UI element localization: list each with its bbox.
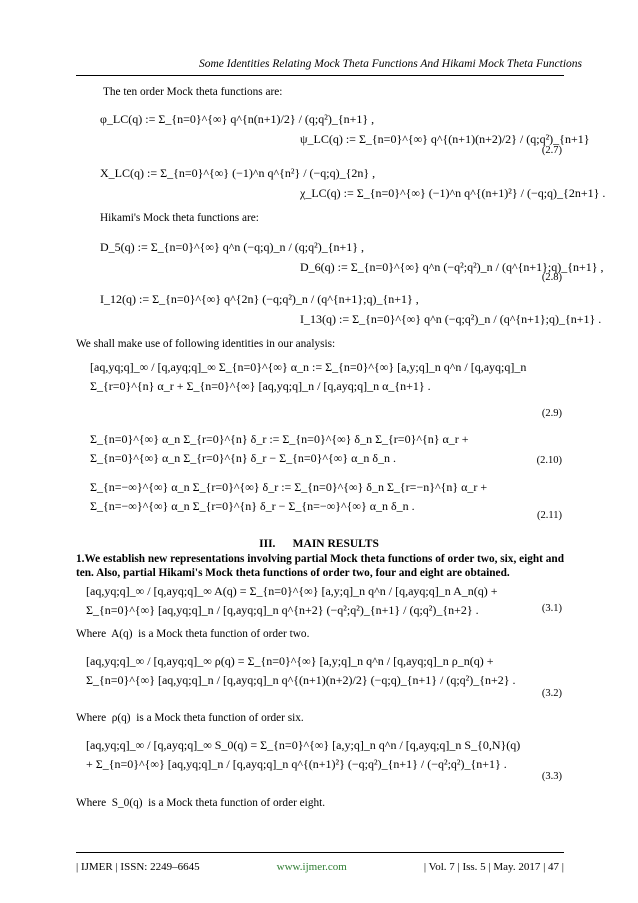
equation-number-3-2: (3.2) bbox=[541, 688, 562, 699]
equation-number-2-7: (2.7) bbox=[541, 145, 562, 156]
where-3-1: Where A(q) is a Mock theta function of order two. bbox=[76, 628, 310, 640]
section-heading: III. MAIN RESULTS bbox=[259, 538, 379, 550]
where-3-3: Where S_0(q) is a Mock theta function of order eight. bbox=[76, 797, 326, 809]
equation-2-11: Σ_{n=−∞}^{∞} α_n Σ_{r=0}^{∞} δ_r := Σ_{n=0}^{∞} δ_n Σ_{r=−n}^{n} α_r + Σ_{n=−∞}^{∞} α_n Σ_{r=0}^{n} δ_r − Σ_{n=−∞}^{∞} α_n δ_n . bbox=[90, 480, 488, 513]
equation-number-2-11: (2.11) bbox=[537, 510, 562, 521]
footer-issue: | Vol. 7 | Iss. 5 | May. 2017 | 47 | bbox=[423, 861, 564, 873]
footer-url-link[interactable]: www.ijmer.com bbox=[276, 861, 347, 873]
equation-number-2-10: (2.10) bbox=[536, 455, 562, 466]
equation-number-2-9: (2.9) bbox=[541, 408, 562, 419]
equation-i13: I_13(q) := Σ_{n=0}^{∞} q^n (−q;q²)_n / (q^{n+1};q)_{n+1} . bbox=[300, 312, 602, 326]
equation-i12: I_12(q) := Σ_{n=0}^{∞} q^{2n} (−q;q²)_n / (q^{n+1};q)_{n+1} , bbox=[100, 292, 419, 306]
equation-chi-lc: χ_LC(q) := Σ_{n=0}^{∞} (−1)^n q^{(n+1)²} / (−q;q)_{2n+1} . bbox=[300, 186, 606, 200]
equation-2-10: Σ_{n=0}^{∞} α_n Σ_{r=0}^{n} δ_r := Σ_{n=0}^{∞} δ_n Σ_{r=0}^{n} α_r + Σ_{n=0}^{∞} α_n Σ_{r=0}^{n} δ_r − Σ_{n=0}^{∞} α_n δ_n . bbox=[90, 432, 469, 465]
footer bbox=[76, 861, 564, 873]
where-3-2: Where ρ(q) is a Mock theta function of order six. bbox=[76, 712, 304, 724]
results-intro: 1.We establish new representations involving partial Mock theta functions of order two, six, eight and ten. Also, partial Hikami's Mock theta functions of order two, four and eight are obtained. bbox=[76, 553, 564, 579]
equation-3-1: [aq,yq;q]_∞ / [q,ayq;q]_∞ A(q) = Σ_{n=0}^{∞} [a,y;q]_n q^n / [q,ayq;q]_n A_n(q) + Σ_{n=0}^{∞} [aq,yq;q]_n / [q,ayq;q]_n q^{n+2} (−q²;q²)_{n+1} / (q;q²)_{n+2} . bbox=[86, 584, 498, 617]
equation-x-lc: X_LC(q) := Σ_{n=0}^{∞} (−1)^n q^{n²} / (−q;q)_{2n} , bbox=[100, 166, 376, 180]
intro-mock-ten: The ten order Mock theta functions are: bbox=[103, 86, 283, 98]
equation-number-3-3: (3.3) bbox=[541, 771, 562, 782]
footer-rule bbox=[76, 852, 564, 853]
equation-2-9: [aq,yq;q]_∞ / [q,ayq;q]_∞ Σ_{n=0}^{∞} α_n := Σ_{n=0}^{∞} [a,y;q]_n q^n / [q,ayq;q]_n Σ_{r=0}^{n} α_r + Σ_{n=0}^{∞} [aq,yq;q]_n / [q,ayq;q]_n α_{n+1} . bbox=[90, 360, 527, 393]
equation-psi-lc: ψ_LC(q) := Σ_{n=0}^{∞} q^{(n+1)(n+2)/2} / (q;q²)_{n+1} bbox=[300, 132, 590, 146]
footer-journal: | IJMER | ISSN: 2249–6645 bbox=[76, 861, 200, 873]
header-rule bbox=[76, 75, 564, 76]
running-header: Some Identities Relating Mock Theta Functions And Hikami Mock Theta Functions bbox=[198, 58, 582, 70]
equation-phi-lc: φ_LC(q) := Σ_{n=0}^{∞} q^{n(n+1)/2} / (q;q²)_{n+1} , bbox=[100, 112, 375, 126]
intro-identities: We shall make use of following identities in our analysis: bbox=[76, 338, 336, 350]
equation-d6: D_6(q) := Σ_{n=0}^{∞} q^n (−q²;q²)_n / (q^{n+1};q)_{n+1} , bbox=[300, 260, 604, 274]
equation-number-3-1: (3.1) bbox=[541, 603, 562, 614]
equation-3-3: [aq,yq;q]_∞ / [q,ayq;q]_∞ S_0(q) = Σ_{n=0}^{∞} [a,y;q]_n q^n / [q,ayq;q]_n S_{0,N}(q) + Σ_{n=0}^{∞} [aq,yq;q]_n / [q,ayq;q]_n q^{(n+1)²} (−q;q²)_{n+1} / (−q²;q²)_{n+1} . bbox=[86, 738, 521, 771]
equation-d5: D_5(q) := Σ_{n=0}^{∞} q^n (−q;q)_n / (q;q²)_{n+1} , bbox=[100, 240, 365, 254]
intro-hikami: Hikami's Mock theta functions are: bbox=[100, 212, 259, 224]
equation-number-2-8: (2.8) bbox=[541, 272, 562, 283]
equation-3-2: [aq,yq;q]_∞ / [q,ayq;q]_∞ ρ(q) = Σ_{n=0}^{∞} [a,y;q]_n q^n / [q,ayq;q]_n ρ_n(q) + Σ_{n=0}^{∞} [aq,yq;q]_n / [q,ayq;q]_n q^{(n+1)(n+2)/2} (−q;q)_{n+1} / (q;q²)_{n+2} . bbox=[86, 654, 516, 687]
